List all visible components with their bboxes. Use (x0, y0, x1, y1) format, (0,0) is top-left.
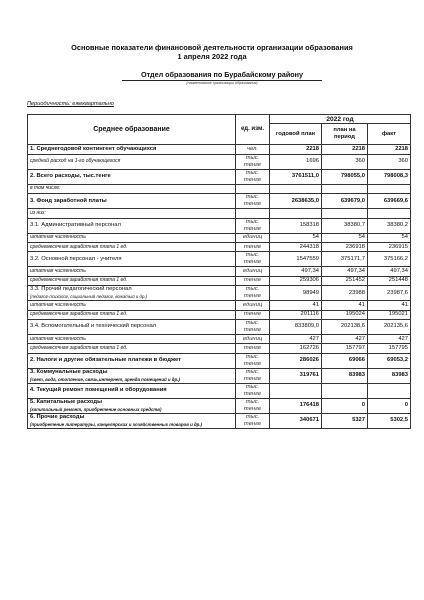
table-row (28, 344, 411, 353)
row-plan-year (270, 383, 322, 398)
row-plan-year (270, 184, 322, 193)
periodicity: Периодичность: ежеквартально (27, 101, 114, 107)
row-plan-year: 162726 (270, 344, 322, 353)
row-plan-period (322, 184, 368, 193)
row-fact: 195021 (368, 310, 411, 319)
row-indicator-note: (капитальный ремонт, приобретение основных средств) (30, 406, 162, 412)
table-row (28, 319, 411, 334)
row-indicator (28, 194, 236, 209)
row-indicator-label: 3.1. Административный персонал (30, 222, 121, 229)
row-plan-year (270, 209, 322, 218)
row-fact: 23987,6 (368, 286, 411, 301)
row-fact: 236915 (368, 242, 411, 251)
table-row (28, 301, 411, 310)
header-plan-year: годовой план (270, 124, 322, 145)
row-unit: тыс. тенге (236, 398, 270, 413)
row-indicator-label: штатная численность (30, 234, 86, 241)
row-indicator-label: 3.2. Основной персонал - учителя (30, 255, 122, 262)
table-row (28, 383, 411, 398)
row-unit: единиц (236, 233, 270, 242)
table-row (28, 413, 411, 428)
row-indicator (28, 353, 236, 368)
row-fact: 202135,6 (368, 319, 411, 334)
row-fact: 41 (368, 301, 411, 310)
row-plan-year: 3761511,0 (270, 169, 322, 184)
row-fact: 2218 (368, 145, 411, 154)
table-row (28, 184, 411, 193)
row-plan-period: 83983 (322, 368, 368, 383)
row-indicator (28, 334, 236, 343)
row-unit: чел. (236, 145, 270, 154)
row-unit: единиц (236, 301, 270, 310)
row-indicator-label: среднемесячная заработная плата 1 ед. (30, 243, 128, 250)
table-row (28, 267, 411, 276)
organization-name: Отдел образования по Бурабайскому району (122, 70, 322, 81)
row-indicator-label: 3. Коммунальные расходы (30, 368, 108, 375)
table-row (28, 242, 411, 251)
row-indicator (28, 184, 236, 193)
row-indicator (28, 218, 236, 233)
organization-note: (наименование организации образования) (186, 81, 258, 85)
row-fact: 38380,2 (368, 218, 411, 233)
row-fact: 5302,5 (368, 413, 411, 428)
doc-title-line1: Основные показатели финансовой деятельности организации образования (71, 43, 353, 52)
row-fact: 497,34 (368, 267, 411, 276)
row-indicator-label: 3. Фонд заработной платы (30, 197, 107, 204)
row-fact (368, 184, 411, 193)
table-row (28, 209, 411, 218)
row-unit: тыс. тенге (236, 218, 270, 233)
header-year: 2022 год (270, 115, 411, 124)
row-indicator (28, 383, 236, 398)
row-unit: тенге (236, 310, 270, 319)
row-plan-period (322, 383, 368, 398)
row-fact: 360 (368, 154, 411, 169)
row-plan-period: 38380,7 (322, 218, 368, 233)
row-unit: тыс. тенге (236, 319, 270, 334)
row-plan-year: 340671 (270, 413, 322, 428)
table-row (28, 353, 411, 368)
row-indicator-label: 5. Капитальные расходы (30, 398, 103, 405)
row-indicator-label: 6. Прочие расходы (30, 413, 85, 420)
row-plan-period: 5327 (322, 413, 368, 428)
row-unit (236, 184, 270, 193)
row-plan-year: 259306 (270, 276, 322, 285)
row-unit: тыс. тенге (236, 368, 270, 383)
row-plan-year: 1547559 (270, 252, 322, 267)
table-row (28, 145, 411, 154)
row-fact: 54 (368, 233, 411, 242)
row-unit: тыс. тенге (236, 353, 270, 368)
row-indicator-label: 3.3. Прочий педагогический персонал (30, 286, 132, 293)
row-indicator (28, 145, 236, 154)
row-indicator-label: среднемесячная заработная плата 1 ед. (30, 277, 128, 284)
row-indicator-label: средний расход на 1-го обучающегося (30, 158, 121, 165)
table-row (28, 398, 411, 413)
row-plan-year: 2218 (270, 145, 322, 154)
row-plan-period: 69066 (322, 353, 368, 368)
row-plan-period: 0 (322, 398, 368, 413)
row-unit (236, 209, 270, 218)
row-unit: тыс. тенге (236, 252, 270, 267)
row-plan-year: 41 (270, 301, 322, 310)
table-row (28, 233, 411, 242)
row-unit: тенге (236, 344, 270, 353)
row-indicator (28, 413, 236, 428)
row-plan-year: 319761 (270, 368, 322, 383)
row-unit: тыс. тенге (236, 286, 270, 301)
row-unit: единиц (236, 267, 270, 276)
row-fact: 157795 (368, 344, 411, 353)
table-row (28, 252, 411, 267)
row-indicator (28, 310, 236, 319)
row-indicator-note: (приобретение литературы, канцелярских и хозяйственных товаров и др.) (30, 421, 203, 427)
row-unit: тыс. тенге (236, 413, 270, 428)
row-plan-period: 41 (322, 301, 368, 310)
row-fact: 251448 (368, 276, 411, 285)
row-plan-period: 23988 (322, 286, 368, 301)
row-indicator (28, 398, 236, 413)
row-fact: 0 (368, 398, 411, 413)
row-indicator-label: штатная численность (30, 301, 86, 308)
row-indicator-label: 4. Текущий ремонт помещений и оборудования (30, 387, 167, 394)
table-row (28, 218, 411, 233)
row-indicator (28, 242, 236, 251)
row-fact: 798008,3 (368, 169, 411, 184)
row-fact: 83983 (368, 368, 411, 383)
row-indicator (28, 344, 236, 353)
row-plan-period: 639679,0 (322, 194, 368, 209)
row-indicator-label: среднемесячная заработная плата 1 ед. (30, 311, 128, 318)
row-plan-period: 427 (322, 334, 368, 343)
row-unit: тыс. тенге (236, 194, 270, 209)
row-indicator (28, 252, 236, 267)
row-unit: тыс. тенге (236, 169, 270, 184)
row-plan-year: 176418 (270, 398, 322, 413)
row-unit: единиц (236, 334, 270, 343)
table-row (28, 169, 411, 184)
row-indicator-note: (свет, вода, отопление, связь,интернет, аренда помещений и др.) (30, 376, 180, 382)
row-plan-year: 1696 (270, 154, 322, 169)
table-body (28, 145, 411, 428)
row-fact (368, 383, 411, 398)
row-indicator (28, 301, 236, 310)
row-indicator (28, 154, 236, 169)
row-fact: 69053,2 (368, 353, 411, 368)
row-indicator-label: 3.4. Вспомогательный и технический персонал (30, 323, 157, 330)
row-indicator-label: штатная численность (30, 335, 86, 342)
row-plan-period: 798055,0 (322, 169, 368, 184)
row-indicator-label: в том числе: (30, 185, 61, 192)
table-row (28, 194, 411, 209)
row-plan-year: 201116 (270, 310, 322, 319)
row-plan-period: 157797 (322, 344, 368, 353)
row-unit: тыс. тенге (236, 154, 270, 169)
row-fact: 375166,2 (368, 252, 411, 267)
row-indicator-label: среднемесячная заработная плата 1 ед. (30, 344, 128, 351)
row-indicator (28, 267, 236, 276)
header-plan-period: план на период (322, 124, 368, 145)
row-indicator-label: штатная численность (30, 268, 86, 275)
row-indicator-label: 2. Всего расходы, тыс.тенге (30, 173, 111, 180)
row-plan-year: 54 (270, 233, 322, 242)
doc-title-line2: 1 апреля 2022 года (177, 52, 247, 61)
header-fact: факт (368, 124, 411, 145)
row-indicator-label: 1. Среднегодовой контингент обучающихся (30, 146, 157, 153)
row-fact: 427 (368, 334, 411, 343)
row-plan-period (322, 209, 368, 218)
row-plan-period: 360 (322, 154, 368, 169)
row-plan-period: 2218 (322, 145, 368, 154)
table-row (28, 368, 411, 383)
row-plan-period: 251452 (322, 276, 368, 285)
row-indicator-label: из них: (30, 209, 46, 216)
row-plan-year: 158318 (270, 218, 322, 233)
row-plan-year: 244318 (270, 242, 322, 251)
row-indicator (28, 233, 236, 242)
financial-table (27, 114, 411, 429)
row-unit: тыс. тенге (236, 383, 270, 398)
row-fact: 639669,6 (368, 194, 411, 209)
row-indicator-note: (педагог-психолог, социальный педагог, вожатый и др.) (30, 294, 148, 300)
row-plan-period: 375171,7 (322, 252, 368, 267)
row-indicator (28, 368, 236, 383)
row-plan-year: 833809,0 (270, 319, 322, 334)
row-plan-period: 54 (322, 233, 368, 242)
row-indicator (28, 276, 236, 285)
row-plan-period: 202138,6 (322, 319, 368, 334)
row-unit: тенге (236, 242, 270, 251)
row-fact (368, 209, 411, 218)
row-plan-year: 286026 (270, 353, 322, 368)
row-plan-period: 236918 (322, 242, 368, 251)
row-plan-year: 2638635,0 (270, 194, 322, 209)
row-plan-year: 497,34 (270, 267, 322, 276)
row-indicator (28, 169, 236, 184)
table-row (28, 286, 411, 301)
row-indicator (28, 209, 236, 218)
table-row (28, 310, 411, 319)
row-plan-year: 98949 (270, 286, 322, 301)
row-plan-year: 427 (270, 334, 322, 343)
table-row (28, 154, 411, 169)
row-indicator (28, 319, 236, 334)
row-indicator (28, 286, 236, 301)
table-row (28, 334, 411, 343)
row-indicator-label: 2. Налоги и другие обязательные платежи в бюджет (30, 357, 182, 364)
row-unit: тенге (236, 276, 270, 285)
row-plan-period: 497,34 (322, 267, 368, 276)
row-plan-period: 195024 (322, 310, 368, 319)
table-row (28, 276, 411, 285)
header-unit: ед. изм. (236, 115, 270, 145)
header-indicator: Среднее образование (28, 115, 236, 145)
